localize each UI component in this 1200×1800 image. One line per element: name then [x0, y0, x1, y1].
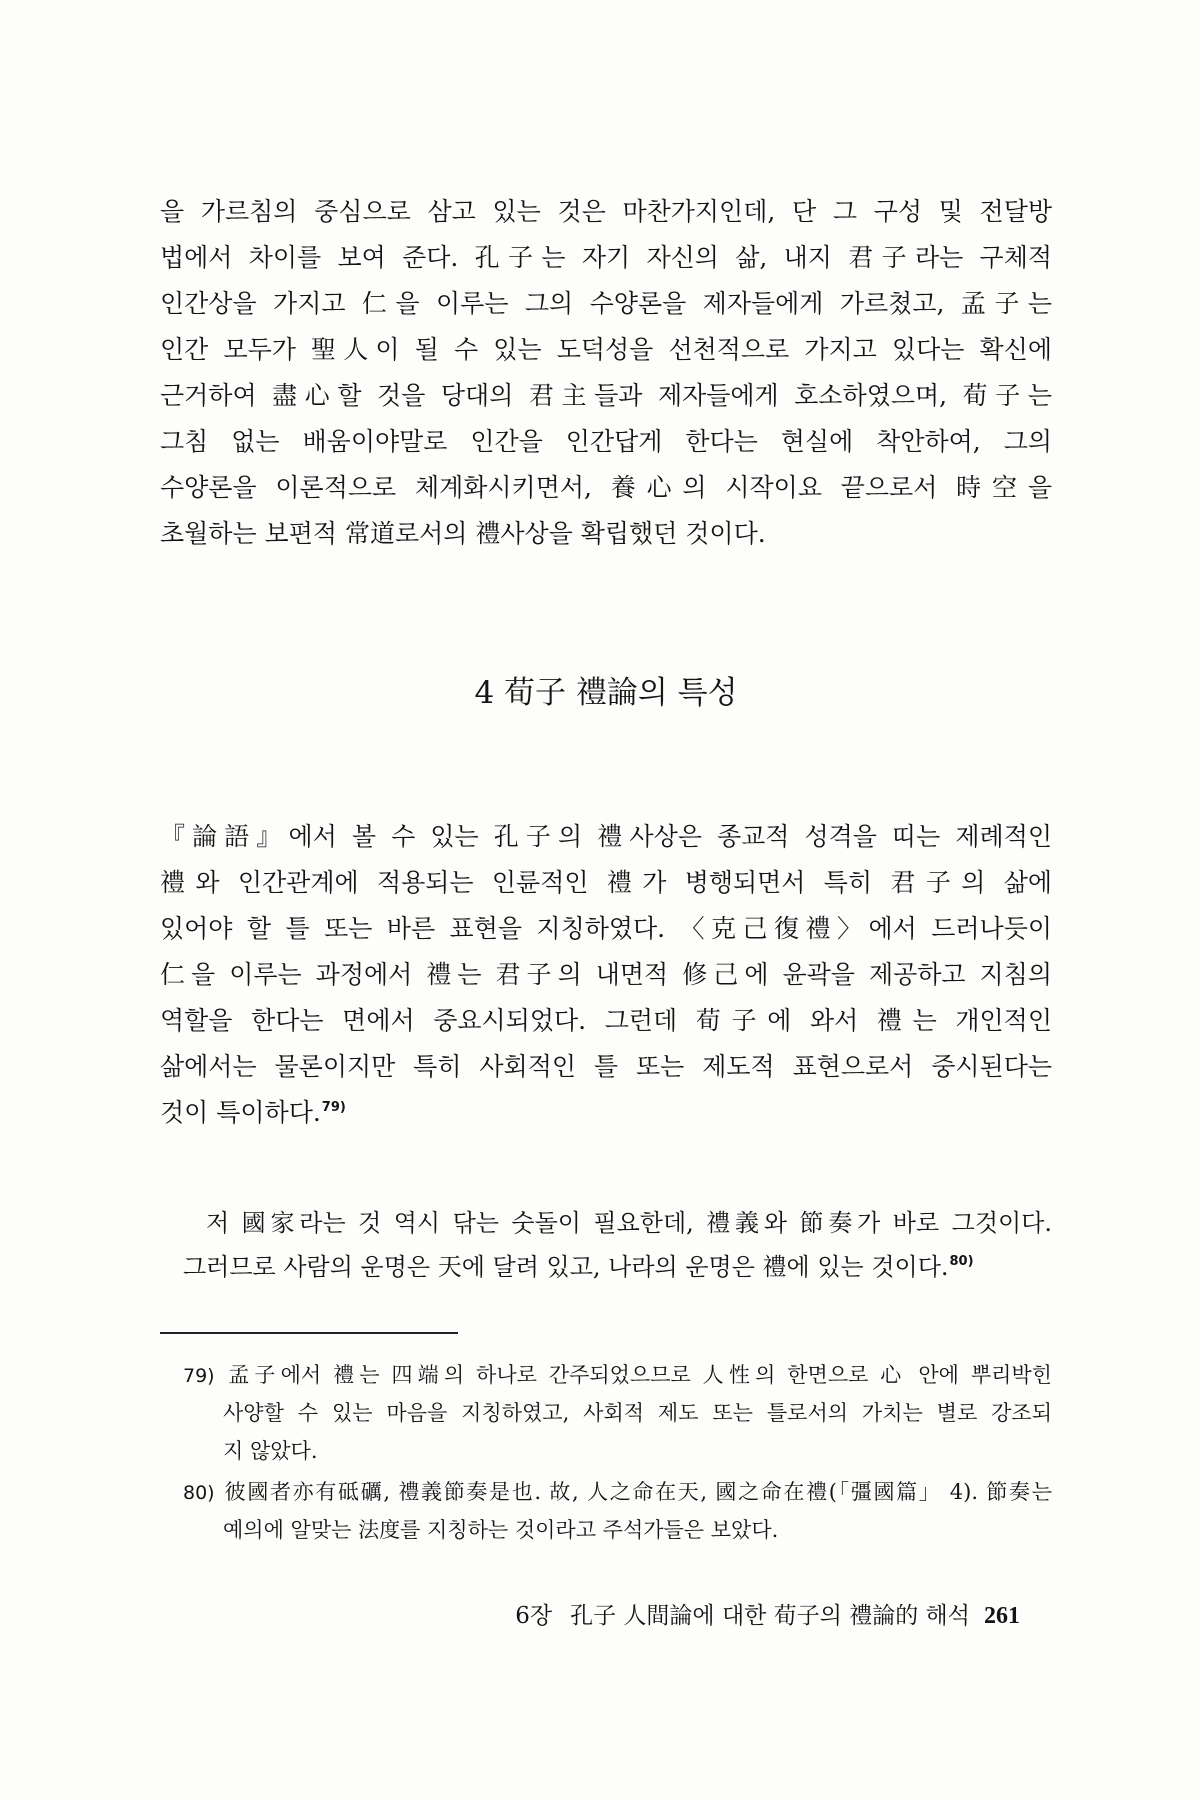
footnote-80	[183, 1473, 1052, 1549]
text-line: 수양론을 이론적으로 체계화시키면서, 養心의 시작이요 끝으로서 時空을	[160, 473, 1052, 502]
text-line: 仁을 이루는 과정에서 禮는 君子의 내면적 修己에 윤곽을 제공하고 지침의	[160, 960, 1052, 989]
text-line: 있어야 할 틀 또는 바른 표현을 지칭하였다. 〈克己復禮〉에서 드러나듯이	[160, 914, 1052, 943]
footnotes	[183, 1356, 1052, 1549]
text-line: 을 가르침의 중심으로 삼고 있는 것은 마찬가지인데, 단 그 구성 및 전달방	[160, 197, 1052, 226]
text-line: 삶에서는 물론이지만 특히 사회적인 틀 또는 제도적 표현으로서 중시된다는	[160, 1052, 1052, 1081]
running-footer	[515, 1598, 1020, 1634]
footnote-79	[183, 1356, 1052, 1470]
footnote-line	[183, 1473, 1052, 1511]
footnote-line: 예의에 알맞는 法度를 지칭하는 것이라고 주석가들은 보았다.	[223, 1518, 779, 1542]
body-paragraph-1	[160, 189, 1052, 557]
footnote-line: 지 않았다.	[223, 1439, 318, 1463]
text-line: 『論語』에서 볼 수 있는 孔子의 禮사상은 종교적 성격을 띠는 제례적인	[160, 822, 1052, 851]
footnote-line: 사양할 수 있는 마음을 지칭하였고, 사회적 제도 또는 틀로서의 가치는 별로 강조되	[223, 1401, 1052, 1425]
block-quote	[183, 1201, 1052, 1289]
footnote-ref-80: 80)	[949, 1254, 974, 1269]
text-line: 인간상을 가지고 仁을 이루는 그의 수양론을 제자들에게 가르쳤고, 孟子는	[160, 289, 1052, 318]
quote-line-content: 그러므로 사람의 운명은 天에 달려 있고, 나라의 운명은 禮에 있는 것이다.	[183, 1253, 949, 1281]
text-line-content: 것이 특이하다.	[160, 1098, 321, 1127]
section-heading: 4 荀子 禮論의 특성	[474, 675, 738, 711]
footnote-rule	[160, 1332, 458, 1334]
page-number: 261	[984, 1603, 1020, 1629]
quote-line	[183, 1245, 1052, 1289]
text-line: 그침 없는 배움이야말로 인간을 인간답게 한다는 현실에 착안하여, 그의	[160, 427, 1052, 456]
text-line: 초월하는 보편적 常道로서의 禮사상을 확립했던 것이다.	[160, 519, 766, 548]
quote-line: 저 國家라는 것 역시 닦는 숫돌이 필요한데, 禮義와 節奏가 바로 그것이다.	[206, 1209, 1052, 1237]
text-line: 역할을 한다는 면에서 중요시되었다. 그런데 荀子에 와서 禮는 개인적인	[160, 1006, 1052, 1035]
footnote-text: 孟子에서 禮는 四端의 하나로 간주되었으므로 人性의 한면으로 心 안에 뿌리박힌	[223, 1363, 1052, 1387]
footnote-number: 80)	[183, 1482, 215, 1504]
chapter-label: 6장	[515, 1603, 553, 1629]
footnote-ref-79: 79)	[321, 1100, 346, 1115]
body-paragraph-2	[160, 814, 1052, 1136]
footnote-number: 79)	[183, 1365, 215, 1387]
text-line: 법에서 차이를 보여 준다. 孔子는 자기 자신의 삶, 내지 君子라는 구체적	[160, 243, 1052, 272]
text-line: 인간 모두가 聖人이 될 수 있는 도덕성을 선천적으로 가지고 있다는 확신에	[160, 335, 1052, 364]
footnote-text: 彼國者亦有砥礪, 禮義節奏是也. 故, 人之命在天, 國之命在禮(「彊國篇」 4). 節奏는	[223, 1480, 1052, 1504]
chapter-title: 孔子 人間論에 대한 荀子의 禮論的 해석	[570, 1603, 970, 1629]
text-line: 禮와 인간관계에 적용되는 인륜적인 禮가 병행되면서 특히 君子의 삶에	[160, 868, 1052, 897]
text-line: 근거하여 盡心할 것을 당대의 君主들과 제자들에게 호소하였으며, 荀子는	[160, 381, 1052, 410]
text-line	[160, 1090, 1052, 1136]
footnote-line	[183, 1356, 1052, 1394]
